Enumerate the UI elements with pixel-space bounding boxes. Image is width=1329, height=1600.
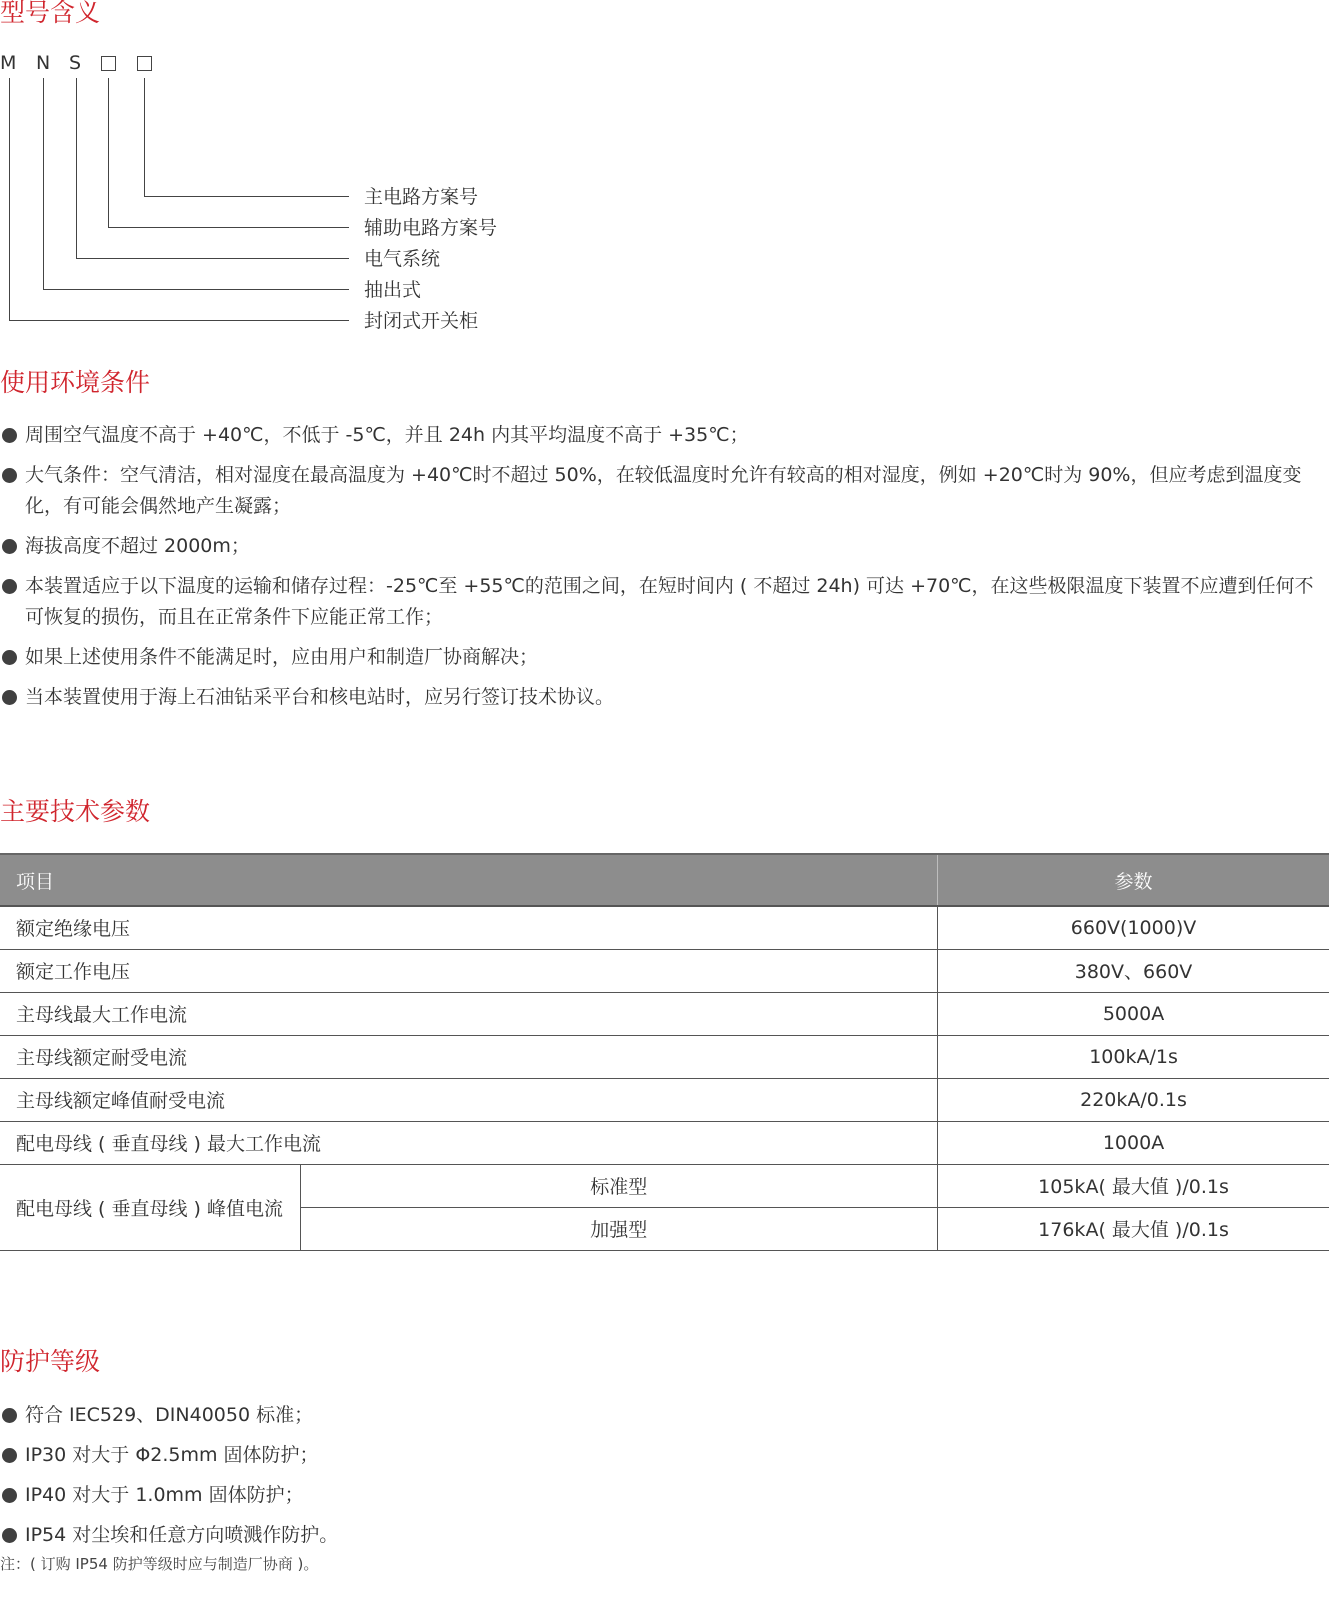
bullet-dot-icon <box>2 579 17 594</box>
table-cell-item: 配电母线 ( 垂直母线 ) 峰值电流 <box>0 1164 300 1250</box>
list-item-text: IP54 对尘埃和任意方向喷溅作防护。 <box>25 1524 339 1546</box>
model-letter-m: M <box>0 52 17 74</box>
diagram-label-withdrawable: 抽出式 <box>364 279 422 301</box>
bullet-dot-icon <box>2 1448 17 1463</box>
protection-note: 注：( 订购 IP54 防护等级时应与制造厂协商 )。 <box>0 1555 319 1573</box>
list-item <box>0 571 1329 633</box>
list-item-text: IP40 对大于 1.0mm 固体防护； <box>25 1484 304 1506</box>
table-cell-subtype: 加强型 <box>300 1207 938 1250</box>
table-row <box>0 949 1329 992</box>
table-row <box>0 1078 1329 1121</box>
table-cell-item: 主母线最大工作电流 <box>0 992 938 1035</box>
table-cell-param: 105kA( 最大值 )/0.1s <box>938 1164 1329 1207</box>
connector-horizontal-1 <box>144 196 349 197</box>
table-cell-param: 380V、660V <box>938 949 1329 992</box>
connector-horizontal-4 <box>43 289 349 290</box>
bullet-dot-icon <box>2 650 17 665</box>
model-section-title: 型号含义 <box>0 0 101 27</box>
connector-vertical-box1 <box>108 78 109 227</box>
bullet-dot-icon <box>2 1488 17 1503</box>
table-cell-subtype: 标准型 <box>300 1164 938 1207</box>
table-row <box>0 1121 1329 1164</box>
connector-horizontal-5 <box>9 320 349 321</box>
diagram-label-electrical-system: 电气系统 <box>364 248 441 270</box>
protection-section-title: 防护等级 <box>0 1347 101 1376</box>
list-item <box>0 1400 1329 1431</box>
table-row <box>0 1164 1329 1207</box>
table-cell-param: 176kA( 最大值 )/0.1s <box>938 1207 1329 1250</box>
list-item-text: 符合 IEC529、DIN40050 标准； <box>25 1404 314 1426</box>
connector-vertical-s <box>76 78 77 258</box>
table-cell-item: 额定绝缘电压 <box>0 906 938 949</box>
list-item-text: IP30 对大于 Φ2.5mm 固体防护； <box>25 1444 319 1466</box>
diagram-label-enclosed-switchgear: 封闭式开关柜 <box>364 310 479 332</box>
table-cell-item: 配电母线 ( 垂直母线 ) 最大工作电流 <box>0 1121 938 1164</box>
table-cell-param: 660V(1000)V <box>938 906 1329 949</box>
table-header-param: 参数 <box>938 854 1329 906</box>
table-row <box>0 906 1329 949</box>
connector-vertical-m <box>9 78 10 320</box>
list-item-text: 本装置适应于以下温度的运输和储存过程：-25℃至 +55℃的范围之间，在短时间内 ( 不超过 24h) 可达 +70℃，在这些极限温度下装置不应遭到任何不可恢复的损伤，而且在正常条件下应能正常工作； <box>25 575 1314 628</box>
connector-horizontal-2 <box>108 227 349 228</box>
list-item-text: 当本装置使用于海上石油钻采平台和核电站时，应另行签订技术协议。 <box>25 686 615 708</box>
bullet-dot-icon <box>2 1408 17 1423</box>
model-code-diagram <box>0 50 520 332</box>
list-item <box>0 1440 1329 1471</box>
list-item <box>0 420 1329 451</box>
bullet-dot-icon <box>2 690 17 705</box>
table-header-item: 项目 <box>0 854 938 906</box>
table-cell-item: 主母线额定耐受电流 <box>0 1035 938 1078</box>
bullet-dot-icon <box>2 1528 17 1543</box>
model-placeholder-box-2 <box>137 56 152 71</box>
model-letter-s: S <box>69 52 82 74</box>
table-header-row <box>0 854 1329 906</box>
specs-section-title: 主要技术参数 <box>0 797 151 826</box>
table-cell-param: 5000A <box>938 992 1329 1035</box>
list-item <box>0 1520 1329 1551</box>
table-cell-item: 主母线额定峰值耐受电流 <box>0 1078 938 1121</box>
diagram-label-aux-circuit: 辅助电路方案号 <box>364 217 498 239</box>
list-item <box>0 531 1329 562</box>
environment-list <box>0 420 1329 713</box>
bullet-dot-icon <box>2 428 17 443</box>
model-letter-n: N <box>36 52 51 74</box>
list-item <box>0 460 1329 522</box>
table-cell-param: 220kA/0.1s <box>938 1078 1329 1121</box>
list-item <box>0 642 1329 673</box>
list-item <box>0 1480 1329 1511</box>
list-item-text: 周围空气温度不高于 +40℃，不低于 -5℃，并且 24h 内其平均温度不高于 +35℃； <box>25 424 749 446</box>
list-item-text: 大气条件：空气清洁，相对湿度在最高温度为 +40℃时不超过 50%，在较低温度时允许有较高的相对湿度，例如 +20℃时为 90%，但应考虑到温度变化，有可能会偶然地产生凝露； <box>25 464 1302 517</box>
bullet-dot-icon <box>2 468 17 483</box>
table-cell-param: 100kA/1s <box>938 1035 1329 1078</box>
diagram-label-main-circuit: 主电路方案号 <box>364 186 479 208</box>
spec-table <box>0 853 1329 1251</box>
model-placeholder-box-1 <box>101 56 116 71</box>
environment-section-title: 使用环境条件 <box>0 368 151 397</box>
list-item-text: 如果上述使用条件不能满足时，应由用户和制造厂协商解决； <box>25 646 539 668</box>
table-cell-param: 1000A <box>938 1121 1329 1164</box>
bullet-dot-icon <box>2 539 17 554</box>
connector-vertical-box2 <box>144 78 145 196</box>
connector-horizontal-3 <box>76 258 349 259</box>
table-row <box>0 992 1329 1035</box>
list-item-text: 海拔高度不超过 2000m； <box>25 535 250 557</box>
table-cell-item: 额定工作电压 <box>0 949 938 992</box>
list-item <box>0 682 1329 713</box>
protection-list <box>0 1400 1329 1551</box>
table-row <box>0 1035 1329 1078</box>
connector-vertical-n <box>43 78 44 289</box>
